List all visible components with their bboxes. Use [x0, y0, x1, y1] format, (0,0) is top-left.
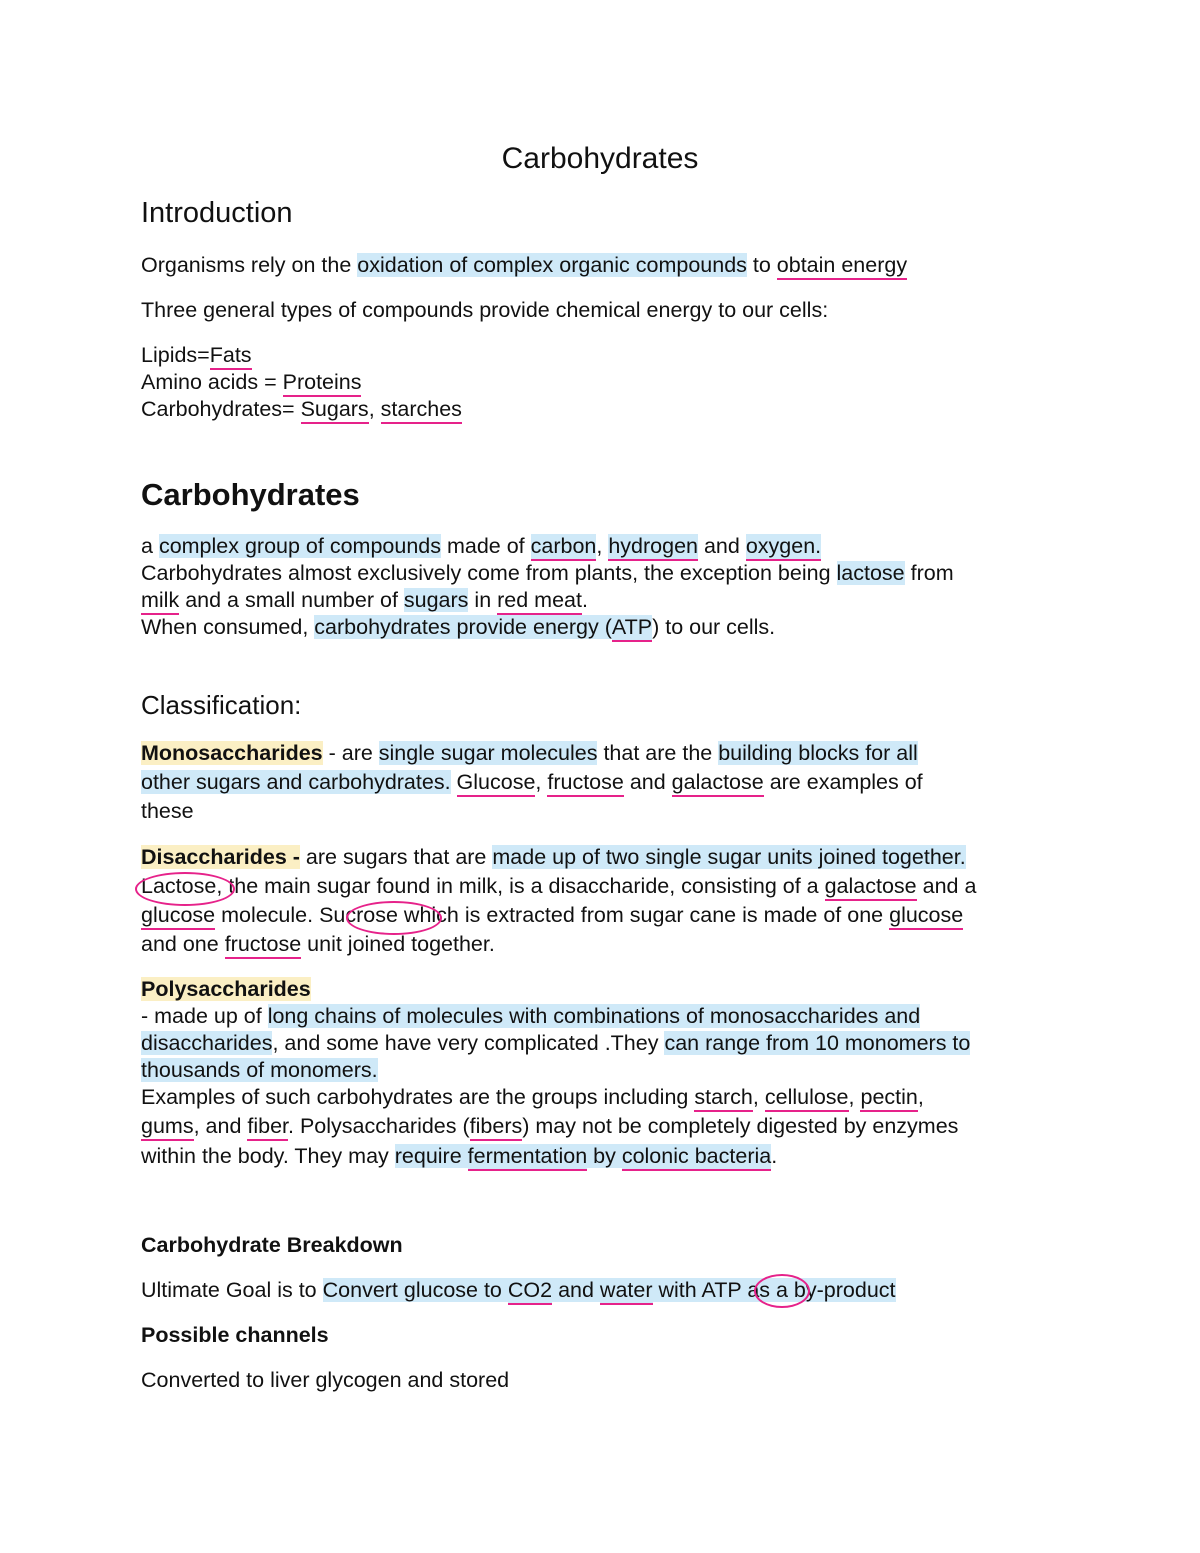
page-title: Carbohydrates [501, 142, 699, 175]
poly-line-2: disaccharides, and some have very complicated .They can range from 10 monomers to [141, 1031, 971, 1055]
intro-line-5: Carbohydrates= Sugars, starches [141, 396, 462, 423]
intro-line-1: Organisms rely on the oxidation of complex organic compounds to obtain energy [141, 252, 907, 279]
carbs-line-2: Carbohydrates almost exclusively come from plants, the exception being lactose from [141, 561, 954, 585]
di-line-2: Lactose, the main sugar found in milk, is a disaccharide, consisting of a galactose and a [141, 873, 976, 900]
intro-line-3: Lipids=Fats [141, 342, 252, 369]
classification-heading: Classification: [141, 690, 302, 720]
atp-circle-annotation [754, 1274, 810, 1308]
breakdown-goal: Ultimate Goal is to Convert glucose to CO2 and water with ATP as a by-product [141, 1277, 896, 1304]
carbs-line-3: milk and a small number of sugars in red meat. [141, 587, 588, 614]
intro-heading: Introduction [141, 197, 293, 229]
poly-line-5: gums, and fiber. Polysaccharides (fibers) may not be completely digested by enzymes [141, 1113, 958, 1140]
channel-item-1: Converted to liver glycogen and stored [141, 1368, 510, 1392]
mono-line-3: these [141, 799, 194, 823]
intro-line-4: Amino acids = Proteins [141, 369, 361, 396]
mono-line-2: other sugars and carbohydrates. Glucose, fructose and galactose are examples of [141, 769, 923, 796]
mono-line-1: Monosaccharides - are single sugar molecules that are the building blocks for all [141, 741, 918, 765]
lactose-circle-annotation [135, 872, 235, 906]
breakdown-heading: Carbohydrate Breakdown [141, 1233, 403, 1257]
di-line-4: and one fructose unit joined together. [141, 931, 495, 958]
carbs-line-4: When consumed, carbohydrates provide energy (ATP) to our cells. [141, 614, 775, 641]
poly-line-3: thousands of monomers. [141, 1058, 378, 1082]
poly-line-0: Polysaccharides [141, 977, 311, 1001]
channels-heading: Possible channels [141, 1323, 329, 1347]
carbs-line-1: a complex group of compounds made of carbon, hydrogen and oxygen. [141, 533, 821, 560]
carbohydrates-heading: Carbohydrates [141, 477, 360, 512]
poly-line-1: - made up of long chains of molecules with combinations of monosaccharides and [141, 1004, 921, 1028]
poly-line-6: within the body. They may require fermentation by colonic bacteria. [141, 1143, 777, 1170]
di-line-1: Disaccharides - are sugars that are made up of two single sugar units joined together. [141, 845, 966, 869]
di-line-3: glucose molecule. Sucrose which is extracted from sugar cane is made of one glucose [141, 902, 963, 929]
poly-line-4: Examples of such carbohydrates are the groups including starch, cellulose, pectin, [141, 1084, 924, 1111]
sucrose-circle-annotation [346, 901, 442, 935]
intro-line-2: Three general types of compounds provide chemical energy to our cells: [141, 298, 829, 322]
